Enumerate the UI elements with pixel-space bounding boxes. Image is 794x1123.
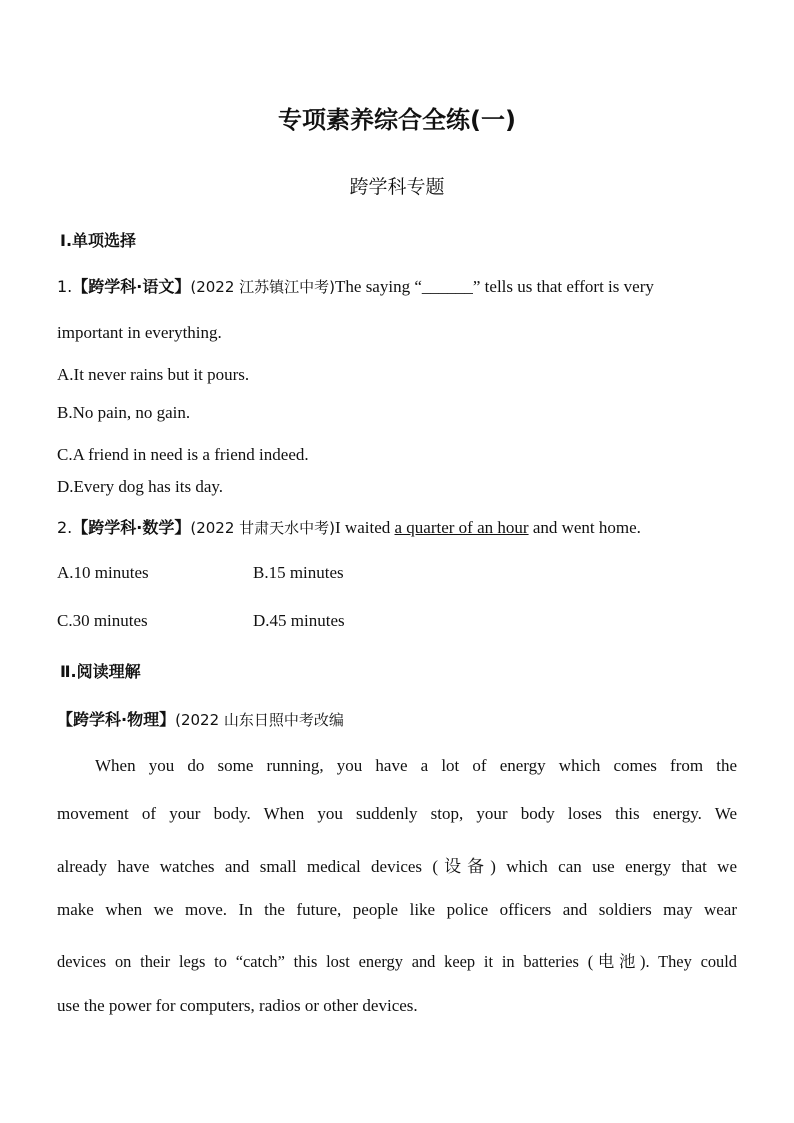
page-subtitle: 跨学科专题 xyxy=(349,176,445,198)
reading-header xyxy=(57,707,344,730)
question-1-stem-b: ” tells us that effort is very xyxy=(472,277,654,296)
reading-line-5: devices on their legs to “catch” this lost energy and keep it in batteries (电池). They could xyxy=(57,952,737,971)
question-1-source: (2022 江苏镇江中考) xyxy=(190,278,336,296)
section-heading-single-choice: Ⅰ.单项选择 xyxy=(60,231,137,250)
question-1-option-c: C.A friend in need is a friend indeed. xyxy=(57,445,309,464)
question-2-source: (2022 甘肃天水中考) xyxy=(190,519,336,537)
reading-line-6: use the power for computers, radios or other devices. xyxy=(57,996,418,1015)
question-2-option-a: A.10 minutes xyxy=(57,563,149,582)
reading-tag: 【跨学科·物理】 xyxy=(57,710,176,729)
reading-line-2: movement of your body. When you suddenly stop, your body loses this energy. We xyxy=(57,804,737,823)
question-2-underlined-phrase: a quarter of an hour xyxy=(394,518,529,537)
question-2-number: 2. xyxy=(57,518,73,537)
question-2-option-b: B.15 minutes xyxy=(253,563,344,582)
question-1-line-2: important in everything. xyxy=(57,323,222,342)
question-2-option-d: D.45 minutes xyxy=(253,611,345,630)
question-1-option-d: D.Every dog has its day. xyxy=(57,477,224,496)
question-1-stem-a: The saying “ xyxy=(335,277,422,296)
section-heading-reading: Ⅱ.阅读理解 xyxy=(60,662,141,681)
question-1-line-1 xyxy=(57,274,654,297)
question-2-tag: 【跨学科·数学】 xyxy=(72,518,191,537)
page-title: 专项素养综合全练(一) xyxy=(278,106,516,134)
question-1-tag: 【跨学科·语文】 xyxy=(72,277,191,296)
question-2-stem-b: and went home. xyxy=(528,518,641,537)
question-1-option-a: A.It never rains but it pours. xyxy=(57,365,250,384)
question-2-line-1 xyxy=(57,515,641,538)
question-1-blank: ______ xyxy=(421,277,473,296)
reading-line-4: make when we move. In the future, people like police officers and soldiers may wear xyxy=(57,900,737,919)
reading-line-1: When you do some running, you have a lot of energy which comes from the xyxy=(95,756,737,775)
question-2-stem-a: I waited xyxy=(335,518,395,537)
reading-line-3: already have watches and small medical devices (设备) which can use energy that we xyxy=(57,857,737,876)
question-1-option-b: B.No pain, no gain. xyxy=(57,403,191,422)
reading-source: (2022 山东日照中考改编 xyxy=(175,711,344,729)
question-2-option-c: C.30 minutes xyxy=(57,611,148,630)
question-1-number: 1. xyxy=(57,277,73,296)
